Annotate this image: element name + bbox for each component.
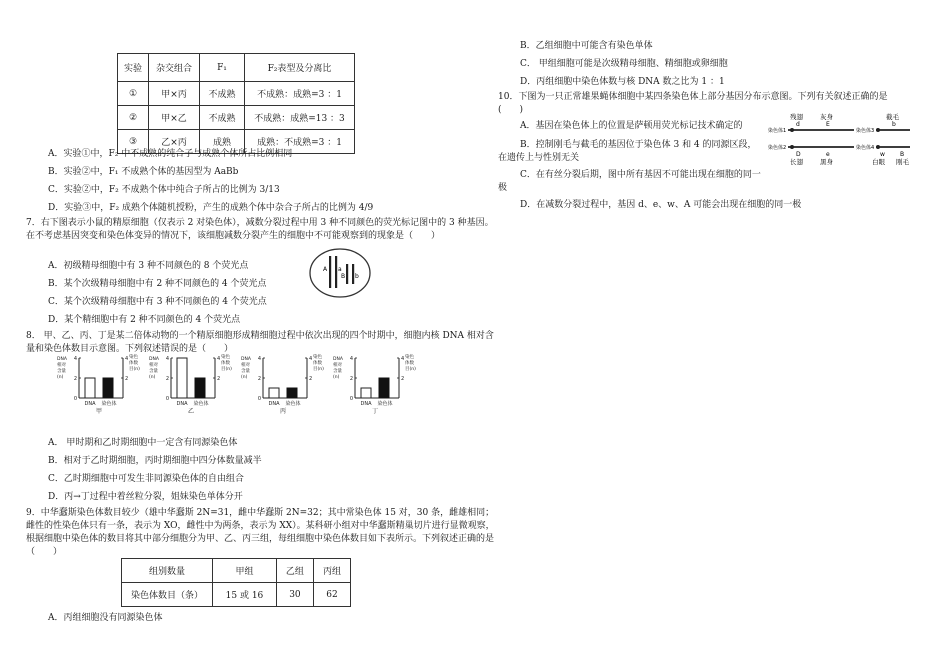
chromosome-2-label: 染色体2 bbox=[768, 145, 787, 151]
right-axis-label: 体数 bbox=[221, 361, 230, 366]
q10-option-c: C．在有丝分裂后期，图中所有基因不可能出现在细胞的同一极 bbox=[498, 170, 761, 193]
table-cell: 甲×乙 bbox=[149, 106, 200, 130]
gene-w: w bbox=[880, 151, 885, 158]
gene-e-upper: E bbox=[826, 121, 830, 128]
q9-option-b: B．乙组细胞中可能含有染色单体 bbox=[520, 41, 653, 51]
right-axis-label: 目(n) bbox=[129, 367, 140, 372]
q8-stem: 8． 甲、乙、丙、丁是某二倍体动物的一个精原细胞形成精细胞过程中依次出现的四个时期中，细胞内核 DNA 相对含量和染色体数目示意图。下列叙述错误的是（ ） bbox=[26, 331, 494, 354]
table-header: 组别数量 bbox=[122, 559, 213, 583]
left-axis-label: (n) bbox=[241, 375, 248, 380]
q8-option-d: D．丙→丁过程中着丝粒分裂，姐妹染色单体分开 bbox=[48, 492, 243, 502]
gene-label-b-lower: b bbox=[355, 273, 359, 280]
table-cell: 不成熟：成熟=3 ：1 bbox=[245, 82, 355, 106]
centromere-3 bbox=[876, 128, 880, 132]
y-tick-label-right: 2 bbox=[401, 376, 405, 382]
q6-option-c: C．实验②中，F₂ 不成熟个体中纯合子所占的比例为 3/13 bbox=[48, 185, 280, 195]
q7-option-b: B．某个次级精母细胞中有 2 种不同颜色的 4 个荧光点 bbox=[48, 279, 267, 289]
top-left-trait-1: 残翅 bbox=[790, 113, 803, 121]
table-header: 乙组 bbox=[276, 559, 313, 583]
q8-option-b: B．相对于乙时期细胞，丙时期细胞中四分体数量减半 bbox=[48, 456, 262, 466]
q10-option-d: D．在减数分裂过程中，基因 d、e、w、A 可能会出现在细胞的同一极 bbox=[520, 200, 802, 210]
top-right-trait: 截毛 bbox=[886, 113, 899, 121]
q9-stem: 9．中华蠢斯染色体数目较少（雄中华蠢斯 2N=31，雌中华蠢斯 2N=32；其中常染色体 15 对，30 条，雌雄相同；雌性的性染色体只有一条，表示为 XO，雌性中为两条，表示为 XX）。某科研小组对中华蠢斯精巢切片进行显微观察，根据细胞中染色体的数目将其中部分细胞分为甲、乙、丙三组，每组细胞中染色体数目如下表所示。下列叙述正确的是（ ） bbox=[26, 508, 495, 557]
table-header: F₁ bbox=[200, 54, 245, 82]
q9-option-c: C． 甲组细胞可能是次级精母细胞、精细胞或卵细胞 bbox=[520, 59, 728, 69]
gene-label-b-upper: B bbox=[341, 273, 346, 280]
y-tick-label: 2 bbox=[73, 376, 77, 382]
left-axis-label: 相对 bbox=[149, 363, 158, 368]
y-tick-label: 4 bbox=[257, 356, 261, 362]
gene-b: b bbox=[892, 121, 896, 128]
y-tick-label-zero: 0 bbox=[257, 396, 261, 402]
right-axis-label: 染色 bbox=[129, 355, 138, 360]
chromosome-long-2 bbox=[335, 256, 337, 288]
table-cell: 染色体数目（条） bbox=[122, 583, 213, 607]
gene-label-a-upper: A bbox=[323, 266, 328, 273]
gene-label-a-lower: a bbox=[338, 266, 342, 273]
chromosome-long-1 bbox=[329, 256, 331, 288]
right-axis-label: 目(n) bbox=[313, 367, 324, 372]
y-tick-label-right: 2 bbox=[309, 376, 313, 382]
table-header: 杂交组合 bbox=[149, 54, 200, 82]
chromosome-bar bbox=[287, 388, 297, 398]
table-cell: 不成熟 bbox=[200, 106, 245, 130]
right-axis-label: 目(n) bbox=[221, 367, 232, 372]
chromosome-3-label: 染色体3 bbox=[856, 128, 875, 134]
y-tick-label-zero: 0 bbox=[349, 396, 353, 402]
table-cell: ① bbox=[118, 82, 149, 106]
q10-option-b: B．控制刚毛与截毛的基因位于染色体 3 和 4 的同源区段，在遗传上与性别无关 bbox=[498, 140, 757, 163]
q8-option-c: C．乙时期细胞中可发生非同源染色体的自由组合 bbox=[48, 474, 244, 484]
left-axis-label: (n) bbox=[333, 375, 340, 380]
table-header: 实验 bbox=[118, 54, 149, 82]
table-header: 丙组 bbox=[313, 559, 350, 583]
centromere-1 bbox=[790, 128, 794, 132]
bottom-left-trait-1: 长翅 bbox=[790, 158, 803, 166]
right-axis-label: 染色 bbox=[313, 355, 322, 360]
chromosome-bar bbox=[379, 378, 389, 398]
chromosome-short-2 bbox=[352, 264, 354, 284]
q8-option-a: A． 甲时期和乙时期细胞中一定含有同源染色体 bbox=[48, 438, 238, 448]
dna-bar bbox=[177, 358, 187, 398]
table-cell: 不成熟 bbox=[200, 82, 245, 106]
category-label-chromosome: 染色体 bbox=[285, 401, 301, 407]
cell-membrane bbox=[310, 249, 370, 297]
table-cell: ② bbox=[118, 106, 149, 130]
gene-D: D bbox=[796, 151, 801, 158]
left-axis-label: 含量 bbox=[333, 369, 342, 374]
y-tick-label-zero: 0 bbox=[73, 396, 77, 402]
q7-stem: 7．右下图表示小鼠的精原细胞（仅表示 2 对染色体），减数分裂过程中用 3 种不同颜色的荧光标记图中的 3 种基因。在不考虑基因突变和染色体变异的情况下，该细胞减数分裂产生的细胞中不可能观察到的现象是（ ） bbox=[26, 218, 494, 241]
dna-bar bbox=[85, 378, 95, 398]
table-cell: 成熟：不成熟=3 ：1 bbox=[245, 130, 355, 154]
y-tick-label-right: 4 bbox=[401, 356, 405, 362]
category-label-chromosome: 染色体 bbox=[101, 401, 117, 407]
y-tick-label-right: 2 bbox=[125, 376, 129, 382]
category-label-dna: DNA bbox=[360, 401, 372, 407]
q10-option-a: A．基因在染色体上的位置是萨顿用荧光标记技术确定的 bbox=[520, 121, 743, 131]
right-axis-label: 体数 bbox=[129, 361, 138, 366]
q10-stem: 10．下图为一只正常雄果蝇体细胞中某四条染色体上部分基因分布示意图。下列有关叙述正确的是( ) bbox=[498, 92, 888, 115]
q7-option-d: D．某个精细胞中有 2 种不同颜色的 4 个荧光点 bbox=[48, 315, 241, 325]
right-axis-label: 染色 bbox=[221, 355, 230, 360]
left-axis-label: DNA bbox=[57, 357, 67, 362]
left-axis-label: 相对 bbox=[333, 363, 342, 368]
dna-bar bbox=[269, 388, 279, 398]
left-axis-label: DNA bbox=[241, 357, 251, 362]
category-label-dna: DNA bbox=[268, 401, 280, 407]
y-tick-label-zero: 0 bbox=[165, 396, 169, 402]
table-cell: 乙×丙 bbox=[149, 130, 200, 154]
gene-e-lower: e bbox=[826, 151, 830, 158]
top-left-trait-2: 灰身 bbox=[820, 113, 833, 121]
chromosome-bar bbox=[103, 378, 113, 398]
q7-option-c: C．某个次级精母细胞中有 3 种不同颜色的 4 个荧光点 bbox=[48, 297, 267, 307]
right-axis-label: 目(n) bbox=[405, 367, 416, 372]
left-axis-label: DNA bbox=[333, 357, 343, 362]
left-axis-label: (n) bbox=[57, 375, 64, 380]
y-tick-label: 4 bbox=[73, 356, 77, 362]
right-axis-label: 染色 bbox=[405, 355, 414, 360]
y-tick-label: 4 bbox=[349, 356, 353, 362]
left-axis-label: 含量 bbox=[57, 369, 66, 374]
bottom-right-trait-1: 白眼 bbox=[872, 158, 885, 166]
bottom-left-trait-2: 黑身 bbox=[820, 158, 833, 166]
q8-bar-charts bbox=[55, 352, 425, 418]
centromere-2 bbox=[790, 145, 794, 149]
q6-option-a: A．实验①中，F₂ 中不成熟的纯合子与成熟个体所占比例相同 bbox=[48, 149, 293, 159]
y-tick-label: 4 bbox=[165, 356, 169, 362]
chromosome-short-1 bbox=[346, 264, 348, 284]
panel-label: 甲 bbox=[95, 408, 103, 415]
left-axis-label: 含量 bbox=[241, 369, 250, 374]
y-tick-label-right: 4 bbox=[309, 356, 313, 362]
table-header: 甲组 bbox=[213, 559, 277, 583]
y-tick-label-right: 2 bbox=[217, 376, 221, 382]
right-axis-label: 体数 bbox=[313, 361, 322, 366]
table-cell: ③ bbox=[118, 130, 149, 154]
table-header: F₂表型及分离比 bbox=[245, 54, 355, 82]
left-axis-label: DNA bbox=[149, 357, 159, 362]
category-label-chromosome: 染色体 bbox=[377, 401, 393, 407]
panel-label: 丁 bbox=[371, 408, 379, 415]
dna-bar bbox=[361, 388, 371, 398]
chromosome-bar bbox=[195, 378, 205, 398]
category-label-dna: DNA bbox=[176, 401, 188, 407]
gene-d: d bbox=[796, 121, 800, 128]
category-label-dna: DNA bbox=[84, 401, 96, 407]
panel-label: 丙 bbox=[279, 408, 287, 415]
table-cell: 甲×丙 bbox=[149, 82, 200, 106]
chromosome-4-label: 染色体4 bbox=[856, 145, 875, 151]
q9-option-d: D．丙组细胞中染色体数与核 DNA 数之比为 1 ：1 bbox=[520, 77, 725, 87]
table-cell: 62 bbox=[313, 583, 350, 607]
table-cell: 15 或 16 bbox=[213, 583, 277, 607]
q10-chromosome-diagram bbox=[768, 112, 910, 168]
left-axis-label: 含量 bbox=[149, 369, 158, 374]
y-tick-label: 2 bbox=[257, 376, 261, 382]
category-label-chromosome: 染色体 bbox=[193, 401, 209, 407]
q6-option-d: D．实验③中，F₂ 成熟个体随机授粉，产生的成熟个体中杂合子所占的比例为 4/9 bbox=[48, 203, 374, 213]
left-axis-label: (n) bbox=[149, 375, 156, 380]
y-tick-label: 2 bbox=[349, 376, 353, 382]
gene-B: B bbox=[900, 151, 905, 158]
y-tick-label-right: 4 bbox=[125, 356, 129, 362]
q9-option-a: A．丙组细胞没有同源染色体 bbox=[48, 613, 163, 623]
table-cell: 30 bbox=[276, 583, 313, 607]
chromosome-1-label: 染色体1 bbox=[768, 128, 787, 134]
q9-table bbox=[121, 558, 351, 607]
centromere-4 bbox=[876, 145, 880, 149]
table-cell: 成熟 bbox=[200, 130, 245, 154]
y-tick-label-right: 4 bbox=[217, 356, 221, 362]
cross-table bbox=[117, 53, 355, 154]
bottom-right-trait-2: 刚毛 bbox=[896, 158, 909, 166]
spermatogonium-cell-diagram bbox=[308, 247, 372, 299]
y-tick-label: 2 bbox=[165, 376, 169, 382]
q6-option-b: B．实验②中，F₁ 不成熟个体的基因型为 AaBb bbox=[48, 167, 239, 177]
table-cell: 不成熟：成熟=13 ：3 bbox=[245, 106, 355, 130]
left-axis-label: 相对 bbox=[57, 363, 66, 368]
right-axis-label: 体数 bbox=[405, 361, 414, 366]
panel-label: 乙 bbox=[187, 408, 195, 415]
q7-option-a: A．初级精母细胞中有 3 种不同颜色的 8 个荧光点 bbox=[48, 261, 249, 271]
left-axis-label: 相对 bbox=[241, 363, 250, 368]
